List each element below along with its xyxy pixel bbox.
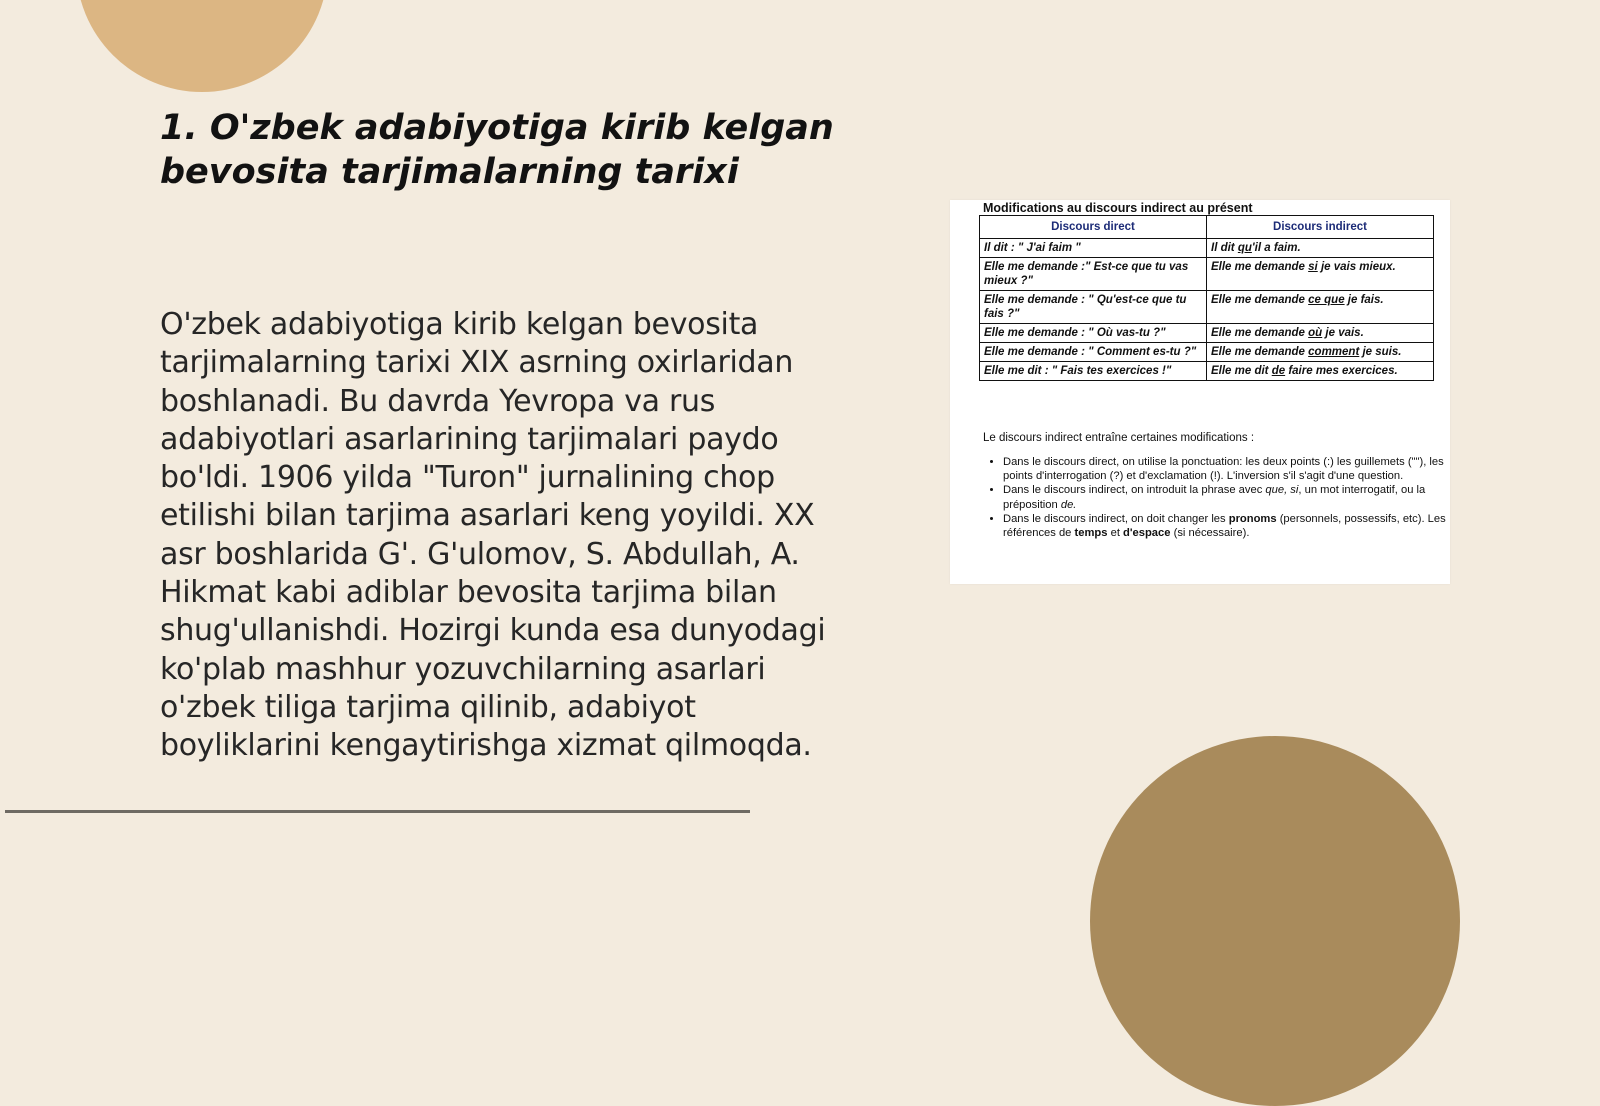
cell-indirect <box>1207 343 1434 362</box>
table-body <box>980 239 1434 381</box>
cell-indirect <box>1207 324 1434 343</box>
table-row <box>980 258 1434 291</box>
bullet-text: temps <box>1074 527 1108 540</box>
indirect-text: Elle me demande <box>1211 294 1309 306</box>
figure-title: Modifications au discours indirect au présent <box>983 201 1253 215</box>
indirect-text: je suis. <box>1359 346 1402 358</box>
underlined-connector: ce que <box>1308 294 1345 306</box>
table-header-row <box>980 216 1434 239</box>
decorative-circle-bottom <box>1090 736 1460 1106</box>
cell-direct: Elle me dit : " Fais tes exercices !" <box>980 362 1207 381</box>
figure-bullet-list <box>965 455 1463 540</box>
bullet-text: d'espace <box>1123 527 1171 540</box>
header-indirect: Discours indirect <box>1207 216 1434 239</box>
bullet-text: que, si <box>1265 484 1299 497</box>
indirect-text: Il dit <box>1211 242 1238 254</box>
table-row <box>980 362 1434 381</box>
table-row <box>980 324 1434 343</box>
bullet-item <box>1003 512 1463 540</box>
table-row <box>980 239 1434 258</box>
indirect-text: Elle me dit <box>1211 365 1272 377</box>
cell-direct: Il dit : " J'ai faim " <box>980 239 1207 258</box>
bullet-text: Dans le discours direct, on utilise la ponctuation: les deux points (:) les guillemets (""), les points d'interrogation (?) et d'exclamation (!). L'inversion s'il s'agit d'une question. <box>1003 456 1444 483</box>
underlined-connector: qu <box>1237 242 1252 254</box>
cell-direct: Elle me demande : " Où vas-tu ?" <box>980 324 1207 343</box>
indirect-text: je fais. <box>1344 294 1384 306</box>
bullet-text: et <box>1107 527 1124 540</box>
bullet-text: Dans le discours indirect, on introduit la phrase avec <box>1003 484 1266 497</box>
divider-line <box>5 810 750 813</box>
indirect-text: je vais. <box>1322 327 1364 339</box>
indirect-text: 'il a faim. <box>1251 242 1301 254</box>
bullet-text: de. <box>1060 498 1077 511</box>
header-direct: Discours direct <box>980 216 1207 239</box>
bullet-text: Dans le discours indirect, on doit changer les <box>1003 512 1229 525</box>
bullet-item <box>1003 455 1463 483</box>
cell-direct: Elle me demande : " Qu'est-ce que tu fais ?" <box>980 291 1207 324</box>
discours-indirect-figure <box>950 200 1450 584</box>
indirect-text: Elle me demande <box>1211 346 1309 358</box>
cell-indirect <box>1207 291 1434 324</box>
cell-direct: Elle me demande :" Est-ce que tu vas mieux ?" <box>980 258 1207 291</box>
bullet-item <box>1003 483 1463 511</box>
bullet-text: , un mot interrogatif, ou la préposition <box>1003 484 1426 511</box>
figure-intro-text: Le discours indirect entraîne certaines modifications : <box>983 432 1255 444</box>
cell-direct: Elle me demande : " Comment es-tu ?" <box>980 343 1207 362</box>
table-row <box>980 291 1434 324</box>
bullet-text: (personnels, possessifs, etc). Les références de <box>1003 512 1446 540</box>
cell-indirect <box>1207 362 1434 381</box>
slide-body-text: O'zbek adabiyotiga kirib kelgan bevosita tarjimalarning tarixi XIX asrning oxirlaridan boshlanadi. Bu davrda Yevropa va rus adabiyotlari asarlarining tarjimalari paydo bo'ldi. 1906 yilda "Turon" jurnalining chop etilishi bilan tarjima asarlari keng yoyildi. XX asr boshlarida G'. G'ulomov, S. Abdullah, A. Hikmat kabi adiblar bevosita tarjima bilan shug'ullanishdi. Hozirgi kunda esa dunyodagi ko'plab mashhur yozuvchilarning asarlari o'zbek tiliga tarjima qilinib, adabiyot boyliklarini kengaytirishga xizmat qilmoqda. <box>160 307 826 764</box>
slide-title: 1. O'zbek adabiyotiga kirib kelgan bevosita tarjimalarning tarixi <box>160 108 834 192</box>
underlined-connector: comment <box>1308 346 1360 358</box>
bullet-text: (si nécessaire). <box>1170 527 1250 540</box>
bullet-text: pronoms <box>1228 512 1277 525</box>
table-row <box>980 343 1434 362</box>
underlined-connector: si <box>1308 261 1318 273</box>
cell-indirect <box>1207 239 1434 258</box>
decorative-circle-top <box>76 0 328 92</box>
cell-indirect <box>1207 258 1434 291</box>
indirect-text: Elle me demande <box>1211 327 1309 339</box>
underlined-connector: où <box>1308 327 1323 339</box>
discours-table <box>979 215 1434 381</box>
indirect-text: Elle me demande <box>1211 261 1309 273</box>
indirect-text: je vais mieux. <box>1317 261 1396 273</box>
underlined-connector: de <box>1271 365 1286 377</box>
indirect-text: faire mes exercices. <box>1285 365 1398 377</box>
